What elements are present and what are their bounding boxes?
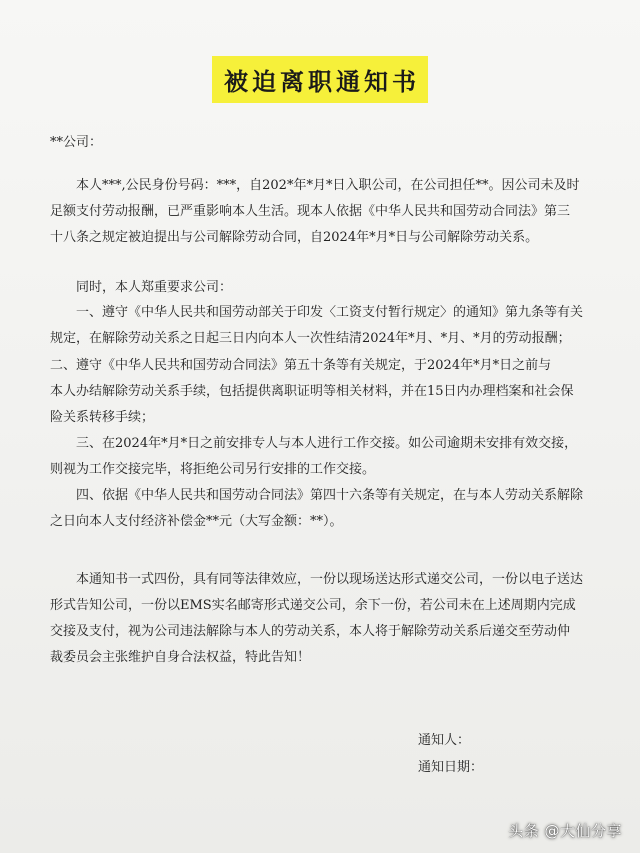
signer-field	[418, 728, 578, 754]
paragraph-line: 规定，在解除劳动关系之日起三日内向本人一次性结清2024年*月、*月、*月的劳动报酬；	[50, 331, 571, 346]
paragraph-statement	[50, 173, 590, 251]
paragraph-line: 交接及支付，视为公司违法解除与本人的劳动关系，本人将于解除劳动关系后递交至劳动仲	[50, 624, 571, 639]
request-item-4	[50, 483, 590, 535]
request-item-3	[50, 431, 590, 483]
paragraph-line: 本通知书一式四份，具有同等法律效应，一份以现场送达形式递交公司，一份以电子送达	[76, 572, 584, 587]
paragraph-line: 同时，本人郑重要求公司：	[76, 280, 233, 295]
request-item-1	[50, 300, 590, 352]
paragraph-line: 四、依据《中华人民共和国劳动合同法》第四十六条等有关规定，在与本人劳动关系解除	[76, 488, 584, 503]
paragraph-line: 一、遵守《中华人民共和国劳动部关于印发〈工资支付暂行规定〉的通知》第九条等有关	[76, 305, 584, 320]
addressee-line: **公司：	[50, 135, 103, 150]
paragraph-line: 之日向本人支付经济补偿金**元（大写金额：**）。	[50, 514, 343, 529]
signer-label: 通知人：	[418, 733, 471, 748]
request-item-2	[50, 353, 590, 431]
addressee	[50, 130, 590, 156]
document-title: 被迫离职通知书	[212, 56, 428, 103]
paragraph-copies	[50, 567, 590, 671]
paragraph-line: 十八条之规定被迫提出与公司解除劳动合同，自2024年*月*日与公司解除劳动关系。	[50, 230, 539, 245]
paragraph-line: 则视为工作交接完毕，将拒绝公司另行安排的工作交接。	[50, 462, 376, 477]
paragraph-line: 三、在2024年*月*日之前安排专人与本人进行工作交接。如公司逾期未安排有效交接，	[76, 436, 578, 451]
source-watermark: 头条 @大仙分享	[508, 822, 622, 840]
date-field	[418, 755, 578, 781]
paragraph-line: 裁委员会主张维护自身合法权益，特此告知！	[50, 650, 311, 665]
title-container	[0, 56, 640, 103]
paragraph-line: 险关系转移手续；	[50, 410, 155, 425]
paragraph-line: 本人***,公民身份号码：***，自202*年*月*日入职公司，在公司担任**。因公司未及时	[76, 178, 580, 193]
paragraph-line: 形式告知公司，一份以EMS实名邮寄形式递交公司，余下一份，若公司未在上述周期内完成	[50, 598, 576, 613]
date-label: 通知日期：	[418, 760, 484, 775]
paragraph-line: 足额支付劳动报酬，已严重影响本人生活。现本人依据《中华人民共和国劳动合同法》第三	[50, 204, 571, 219]
paragraph-line: 二、遵守《中华人民共和国劳动合同法》第五十条等有关规定，于2024年*月*日之前与	[50, 358, 552, 373]
paragraph-requests-intro	[50, 275, 590, 301]
paragraph-line: 本人办结解除劳动关系手续，包括提供离职证明等相关材料，并在15日内办理档案和社会保	[50, 384, 574, 399]
